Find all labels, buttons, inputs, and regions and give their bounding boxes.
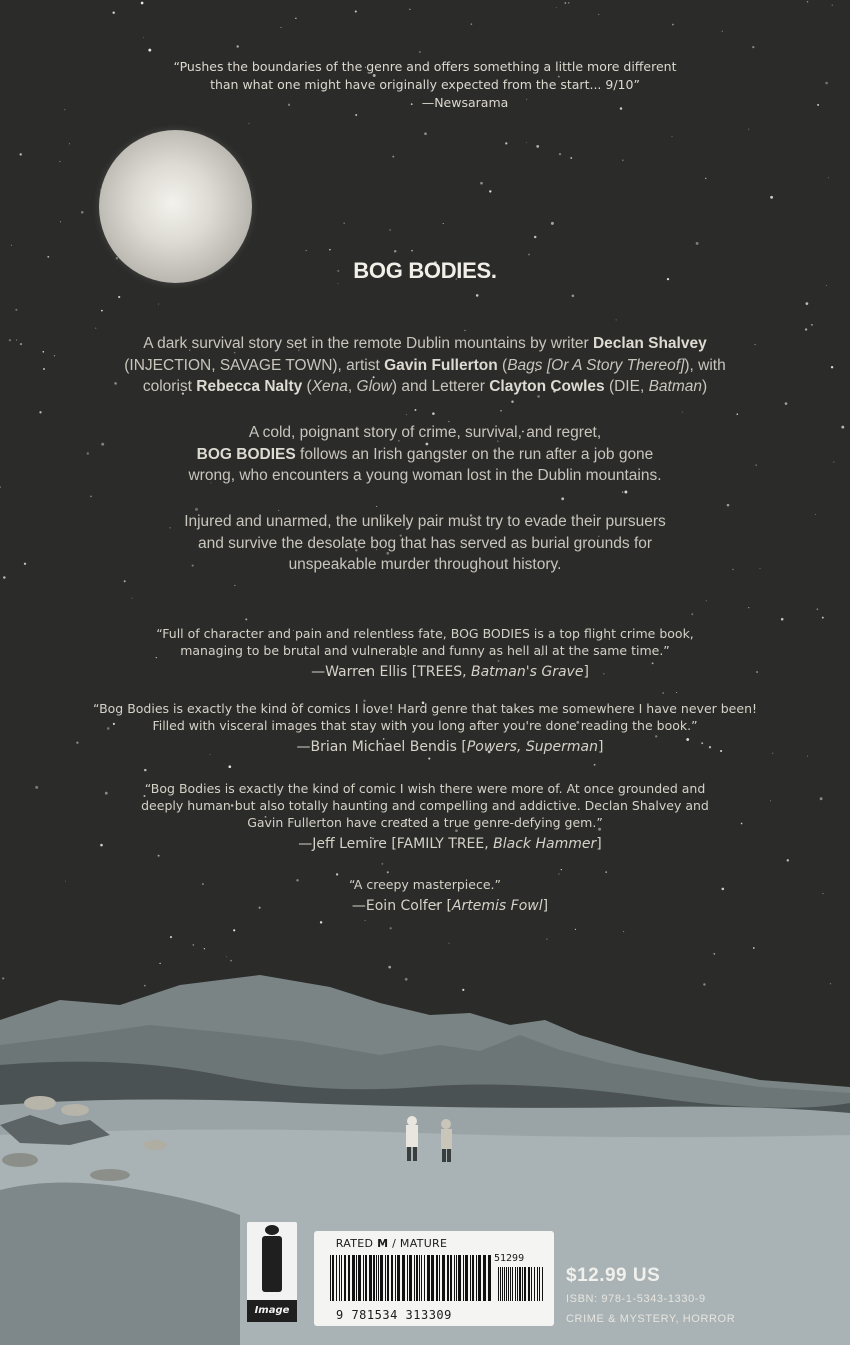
top-quote: [0, 58, 850, 112]
review-source: —Jeff Lemire [FAMILY TREE, Black Hammer]: [298, 836, 602, 852]
barcode-supplement: 51299: [494, 1253, 525, 1264]
price: $12.99 US: [566, 1265, 661, 1286]
review-quote: “Bog Bodies is exactly the kind of comics I love! Hard genre that takes me somewhere I have never been! Filled with visceral images that stay with you long after you're done reading the book.” —Brian Michael Bendis [Powers, Superman]: [0, 700, 850, 758]
genre: CRIME & MYSTERY, HORROR: [566, 1313, 736, 1325]
review-quote: “A creepy masterpiece.” —Eoin Colfer [Artemis Fowl]: [0, 876, 850, 917]
review-source: —Brian Michael Bendis [Powers, Superman]: [296, 739, 604, 755]
top-quote-source: —Newsarama: [421, 95, 509, 110]
top-quote-line2: than what one might have originally expected from the start... 9/10”: [210, 77, 640, 92]
synopsis-paragraph-1: A dark survival story set in the remote Dublin mountains by writer Declan Shalvey (INJECTION, SAVAGE TOWN), artist Gavin Fullerton (Bags [Or A Story Thereof]), with colorist Rebecca Nalty (Xena, Glow) and Letterer Clayton Cowles (DIE, Batman): [124, 335, 726, 395]
isbn: ISBN: 978-1-5343-1330-9: [566, 1293, 706, 1305]
letterer-name: Clayton Cowles: [489, 378, 605, 395]
barcode-digits: 9 781534 313309: [336, 1308, 452, 1322]
publisher-logo: [247, 1222, 297, 1322]
synopsis-paragraph-3: Injured and unarmed, the unlikely pair must try to evade their pursuers and survive the desolate bog that has served as burial grounds for unspeakable murder throughout history.: [184, 513, 666, 573]
maturity-rating: RATED M / MATURE: [335, 1237, 448, 1250]
review-quote: “Full of character and pain and relentless fate, BOG BODIES is a top flight crime book, managing to be brutal and vulnerable and funny as hell all at the same time.” —Warren Ellis [TREES, Batman's Grave]: [0, 625, 850, 683]
barcode-panel: [314, 1231, 554, 1326]
publisher-logo-text: Image: [247, 1300, 297, 1322]
review-source: —Eoin Colfer [Artemis Fowl]: [351, 898, 549, 914]
colorist-name: Rebecca Nalty: [196, 378, 303, 395]
artist-name: Gavin Fullerton: [384, 356, 498, 374]
top-quote-line1: “Pushes the boundaries of the genre and offers something a little more different: [173, 59, 677, 74]
review-quote: “Bog Bodies is exactly the kind of comic I wish there were more of. At once grounded and deeply human but also totally haunting and compelling and addictive. Declan Shalvey and Gavin Fullerton have created a true genre-defying gem.” —Jeff Lemire [FAMILY TREE, Black Hammer]: [0, 780, 850, 855]
book-title: BOG BODIES.: [353, 258, 497, 283]
writer-name: Declan Shalvey: [592, 335, 707, 352]
review-source: —Warren Ellis [TREES, Batman's Grave]: [311, 664, 589, 680]
synopsis-paragraph-2: A cold, poignant story of crime, survival, and regret, BOG BODIES follows an Irish gangster on the run after a job gone wrong, who encounters a young woman lost in the Dublin mountains.: [188, 424, 662, 484]
